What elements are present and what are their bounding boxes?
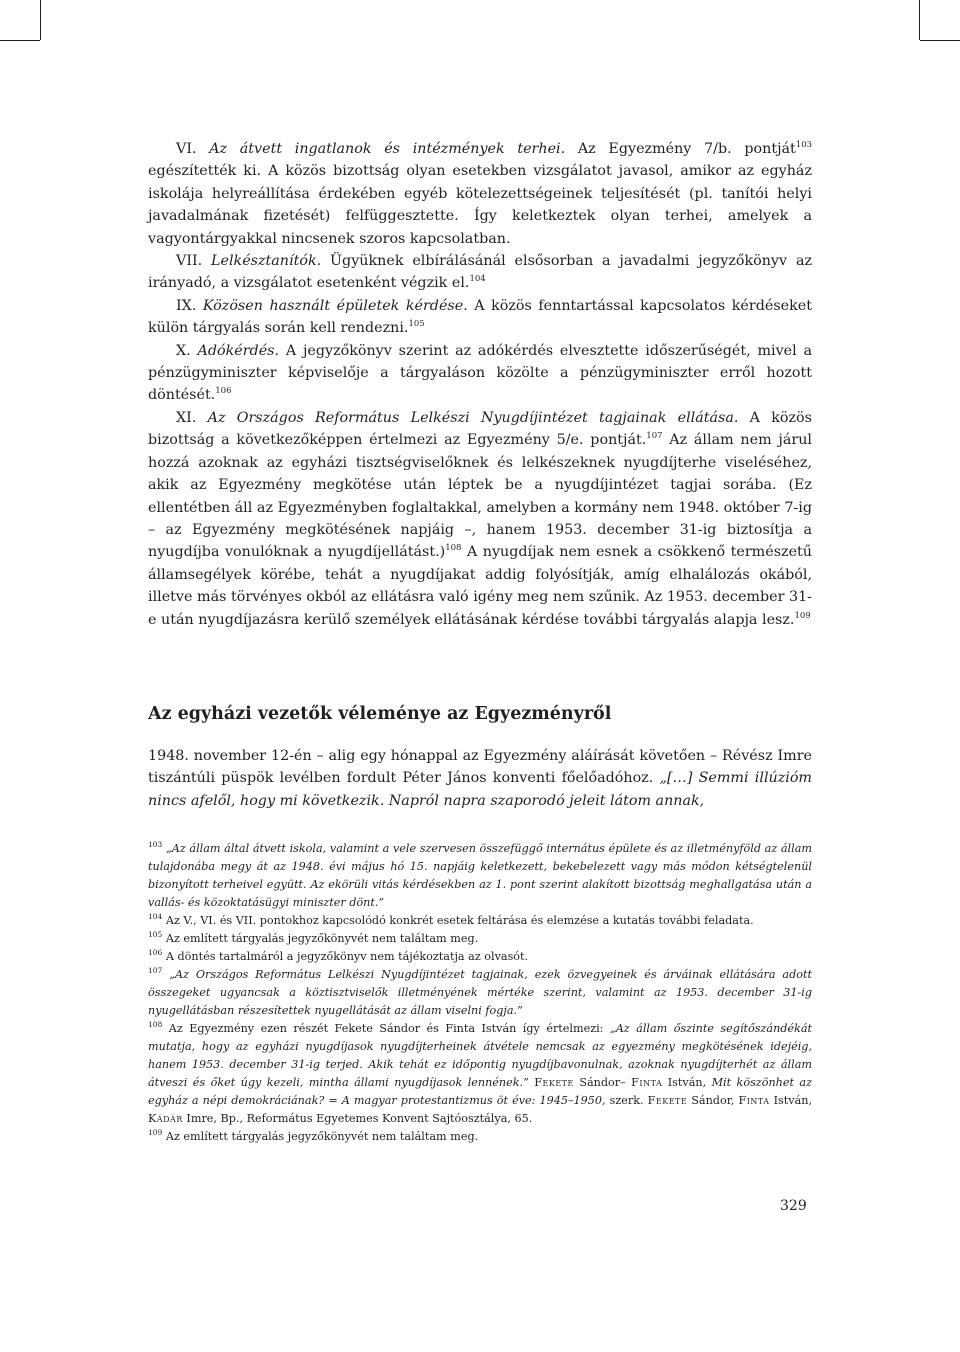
footnote-ref: 105	[148, 930, 163, 939]
page-number: 329	[780, 1198, 807, 1214]
text-run: István,	[769, 1094, 813, 1107]
footnote-103	[148, 840, 812, 912]
footnote-ref: 106	[215, 386, 232, 397]
section-intro	[148, 745, 812, 812]
footnote-ref: 109	[148, 1128, 163, 1137]
text-run: Lelkésztanítók.	[211, 253, 322, 270]
text-run: Az V., VI. és VII. pontokhoz kapcsolódó konkrét esetek feltárása és elemzése a kutatás további feladata.	[162, 914, 754, 927]
footnote-ref: 109	[794, 610, 811, 621]
text-run: A jegyzőkönyv szerint az adókérdés elvesztette időszerűségét, mivel a pénzügyminiszter képviselője a tárgyaláson közölte a pénzügyminiszter erről hozott döntését.	[148, 342, 812, 404]
footnote-ref: 108	[148, 1020, 163, 1029]
text-run: Imre, Bp., Református Egyetemes Konvent Sajtóosztálya, 65.	[182, 1112, 533, 1125]
text-run: „Az Országos Református Lelkészi Nyugdíjintézet tagjainak, ezek özvegyeinek és árváinak ellátására adott összegeket ugyancsak a köztisztviselők illetményének mértéke szerint, valamint az 1953. december 31-ig nyugellátásban részesítettek nyugellátását az állam viselni fogja.”	[148, 968, 812, 1017]
footnote-108	[148, 1020, 812, 1128]
footnote-106	[148, 948, 812, 966]
footnote-104	[148, 912, 812, 930]
text-run: VII.	[176, 253, 212, 270]
text-run: XI.	[176, 409, 208, 426]
text-run: A közös bizottság a következőképpen értelmezi az Egyezmény 5/e. pontját.	[148, 409, 812, 449]
intro-paragraph	[148, 745, 812, 812]
text-run: Az átvett ingatlanok és intézmények terhei.	[209, 141, 566, 157]
footnote-ref: 105	[408, 319, 425, 330]
footnote-ref: 106	[148, 948, 163, 957]
text-run: Sándor–	[573, 1076, 632, 1089]
text-run: Kádár	[148, 1112, 183, 1125]
text-run: Az Egyezmény 7/b. pontját	[565, 141, 796, 157]
paragraph-x	[148, 340, 812, 407]
text-run: IX.	[176, 297, 203, 314]
footnote-ref: 108	[445, 543, 462, 554]
footnote-ref: 104	[469, 274, 486, 285]
text-run: Fekete	[534, 1076, 574, 1089]
text-run: „[…] Semmi illúzióm nincs afelől, hogy mi következik. Napról napra szaporodó jeleit látom annak,	[148, 770, 812, 809]
text-run: A nyugdíjak nem esnek a csökkenő természetű államsegélyek körébe, tehát a nyugdíjakat addig folyósítják, amíg elhalálozás okából, illetve más törvényes okból az ellátásra való igény meg nem szűnik. Az 1953. december 31-e után nyugdíjazásra kerülő személyek ellátásának kérdése további tárgyalás alapja lesz.	[148, 544, 812, 628]
text-run: Sándor,	[687, 1094, 739, 1107]
text-run: „Az állam őszinte segítőszándékát mutatja, hogy az egyházi nyugdíjasok nyugdíjterheinek átvétele nemcsak az egyezmény megkötésének idejéig, hanem 1953. december 31-ig terjed. Akik tehát ez időpontig nyugdíjbavonulnak, azoknak nyugdíjterhét az állam átveszi és őket úgy kezeli, mintha állami nyugdíjasok lennének.”	[148, 1022, 812, 1089]
text-run: VI.	[176, 141, 210, 157]
text-run: Ügyüknek elbírálásánál elsősorban a javadalmi jegyzőkönyv az irányadó, a vizsgálatot esetenként végzik el.	[148, 253, 812, 292]
paragraph-ix	[148, 295, 812, 340]
text-run: Finta	[738, 1094, 770, 1107]
text-run: egészítették ki. A közös bizottság olyan esetekben vizsgálatot javasol, amikor az egyház iskolája helyreállítása érdekében egyéb kötelezettségeinek teljesítését (pl. tanítói helyi javadalmának fizetését) felfüggesztette. Így keletkeztek olyan terhei, amelyek a vagyontárgyakkal nincsenek szoros kapcsolatban.	[148, 163, 812, 247]
crop-mark-top-left-horizontal	[0, 40, 40, 41]
text-run: szerk.	[605, 1094, 648, 1107]
footnote-ref: 103	[795, 140, 813, 150]
section-heading: Az egyházi vezetők véleménye az Egyezményről	[148, 704, 612, 724]
text-run: Az Egyezmény ezen részét Fekete Sándor és Finta István így értelmezi:	[162, 1022, 610, 1035]
footnotes	[148, 840, 812, 1146]
text-run: „Az állam által átvett iskola, valamint a vele szervesen összefüggő internátus épülete és az illetményföld az állam tulajdonába megy át az 1948. évi május hó 15. napjáig keletkezett, bekebelezett vagy más módon kétségtelenül bizonyított terheivel együtt. Az ekörüli vitás kérdésekben az 1. pont szerint alakított bizottság meghallgatása után a vallás- és közoktatásügyi miniszter dönt.”	[148, 842, 812, 909]
text-run: Az említett tárgyalás jegyzőkönyvét nem találtam meg.	[162, 932, 479, 945]
text-run: A döntés tartalmáról a jegyzőkönyv nem tájékoztatja az olvasót.	[162, 950, 529, 963]
footnote-ref: 103	[148, 840, 163, 849]
crop-mark-top-right-horizontal	[920, 40, 960, 41]
text-run: Fekete	[647, 1094, 688, 1107]
text-run: Az említett tárgyalás jegyzőkönyvét nem találtam meg.	[162, 1130, 479, 1143]
crop-mark-top-left	[40, 0, 41, 40]
footnote-109	[148, 1128, 812, 1146]
footnote-107	[148, 966, 812, 1020]
text-run: Finta	[631, 1076, 663, 1089]
text-run: Az állam nem járul hozzá azoknak az egyházi tisztségviselőknek és lelkészeknek nyugdíjterhe viseléséhez, akik az Egyezmény megkötése után léptek be a nyugdíjintézet tagjai sorába. (Ez ellentétben áll az Egyezményben foglaltakkal, amelyben a kormány nem 1948. október 7-ig – az Egyezmény megkötésének napjáig –, hanem 1953. december 31-ig biztosítja a nyugdíjba vonulóknak a nyugdíjellátást.)	[148, 432, 812, 561]
text-run: Az Országos Református Lelkészi Nyugdíjintézet tagjainak ellátása.	[207, 409, 739, 426]
text-run: A közös fenntartással kapcsolatos kérdéseket külön tárgyalás során kell rendezni.	[148, 297, 813, 337]
text-run: Mit köszönhet az egyház a népi demokráciának? = A magyar protestantizmus öt éve: 1945–1950,	[148, 1076, 812, 1107]
paragraph-vi	[148, 138, 812, 250]
paragraph-xi	[148, 407, 812, 631]
footnote-ref: 107	[646, 431, 663, 442]
crop-mark-top-right	[919, 0, 920, 40]
text-run: Adókérdés.	[197, 342, 280, 359]
paragraph-vii	[148, 250, 812, 295]
text-run: X.	[176, 342, 198, 359]
text-run: István,	[662, 1076, 712, 1089]
text-run: Közösen használt épületek kérdése.	[202, 297, 468, 314]
main-text	[148, 138, 812, 631]
footnote-105	[148, 930, 812, 948]
footnote-ref: 104	[148, 912, 163, 921]
text-run: 1948. november 12-én – alig egy hónappal az Egyezmény aláírását követően – Révész Imre tiszántúli püspök levélben fordult Péter János konventi főelőadóhoz.	[148, 748, 812, 787]
footnote-ref: 107	[148, 966, 163, 975]
